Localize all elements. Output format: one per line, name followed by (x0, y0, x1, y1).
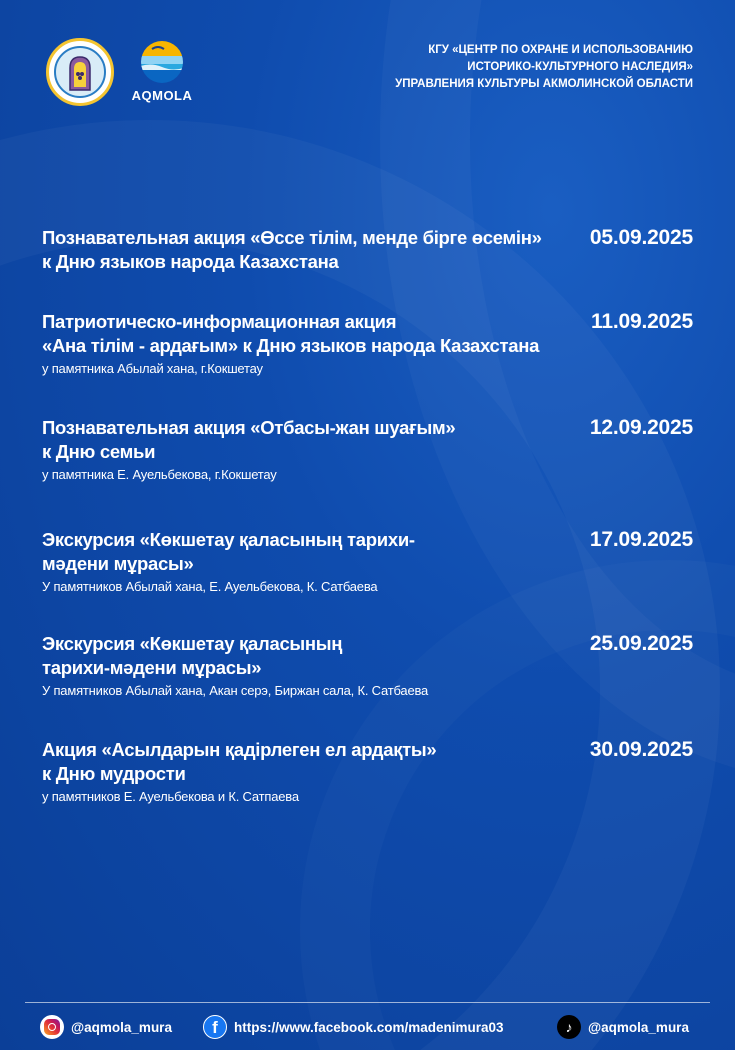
event-item (42, 310, 693, 416)
aqmola-logo (128, 40, 196, 106)
event-item (42, 632, 693, 738)
event-title-line: Познавательная акция «Отбасы-жан шуағым» (42, 417, 456, 438)
event-title-line: Познавательная акция «Өссе тілім, менде бірге өсемін» (42, 227, 542, 248)
event-title-line: к Дню языков народа Казахстана (42, 251, 339, 272)
event-title-line: «Ана тілім - ардағым» к Дню языков народа Казахстана (42, 335, 540, 356)
event-title (42, 310, 567, 358)
facebook-url: https://www.facebook.com/madenimura03 (234, 1019, 504, 1035)
event-title-line: Акция «Асылдарын қадірлеген ел ардақты» (42, 739, 437, 760)
tiktok-handle: @aqmola_mura (588, 1019, 689, 1035)
emblem-arch-icon (67, 54, 93, 92)
event-date: 05.09.2025 (589, 226, 693, 249)
organization-name-line: УПРАВЛЕНИЯ КУЛЬТУРЫ АКМОЛИНСКОЙ ОБЛАСТИ (395, 78, 693, 90)
tiktok-link[interactable] (557, 1012, 689, 1042)
event-location: у памятника Е. Ауельбекова, г.Кокшетау (42, 467, 277, 482)
event-item (42, 226, 693, 310)
event-title-line: мәдени мұрасы» (42, 553, 194, 574)
event-date: 30.09.2025 (589, 738, 693, 761)
event-item (42, 528, 693, 632)
event-location: у памятника Абылай хана, г.Кокшетау (42, 361, 263, 376)
event-title-line: Патриотическо-информационная акция (42, 311, 397, 332)
heritage-center-emblem-icon (46, 38, 114, 106)
event-location: У памятников Абылай хана, Акан серэ, Биржан сала, К. Сатбаева (42, 683, 429, 698)
event-item (42, 416, 693, 528)
instagram-handle: @aqmola_mura (71, 1019, 172, 1035)
organization-name-line: ИСТОРИКО-КУЛЬТУРНОГО НАСЛЕДИЯ» (467, 61, 693, 73)
event-title (42, 528, 567, 576)
event-title-line: Экскурсия «Көкшетау қаласының (42, 633, 343, 654)
instagram-icon (40, 1015, 64, 1039)
event-location: У памятников Абылай хана, Е. Ауельбекова, К. Сатбаева (42, 579, 378, 594)
organization-name-line: КГУ «ЦЕНТР ПО ОХРАНЕ И ИСПОЛЬЗОВАНИЮ (428, 44, 693, 56)
event-date: 12.09.2025 (589, 416, 693, 439)
event-title-line: Экскурсия «Көкшетау қаласының тарихи- (42, 529, 415, 550)
event-title (42, 738, 567, 786)
footer (0, 1012, 735, 1042)
header (0, 0, 735, 150)
event-list (42, 226, 693, 818)
event-title (42, 416, 567, 464)
footer-divider (25, 1002, 710, 1003)
event-item (42, 738, 693, 818)
aqmola-sun-icon (138, 40, 186, 84)
event-title-line: к Дню мудрости (42, 763, 186, 784)
tiktok-glyph: ♪ (565, 1019, 573, 1035)
event-title-line: к Дню семьи (42, 441, 156, 462)
event-date: 17.09.2025 (589, 528, 693, 551)
event-date: 25.09.2025 (589, 632, 693, 655)
facebook-link[interactable] (203, 1012, 504, 1042)
facebook-glyph: f (212, 1018, 218, 1037)
event-title (42, 226, 567, 274)
event-date: 11.09.2025 (591, 310, 693, 333)
instagram-link[interactable] (40, 1012, 172, 1042)
event-title-line: тарихи-мәдени мұрасы» (42, 657, 262, 678)
tiktok-icon (557, 1015, 581, 1039)
organization-name (353, 42, 693, 93)
event-location: у памятников Е. Ауельбекова и К. Сатпаева (42, 789, 299, 804)
aqmola-logo-text: AQMOLA (131, 88, 193, 103)
event-title (42, 632, 567, 680)
facebook-icon (203, 1015, 227, 1039)
